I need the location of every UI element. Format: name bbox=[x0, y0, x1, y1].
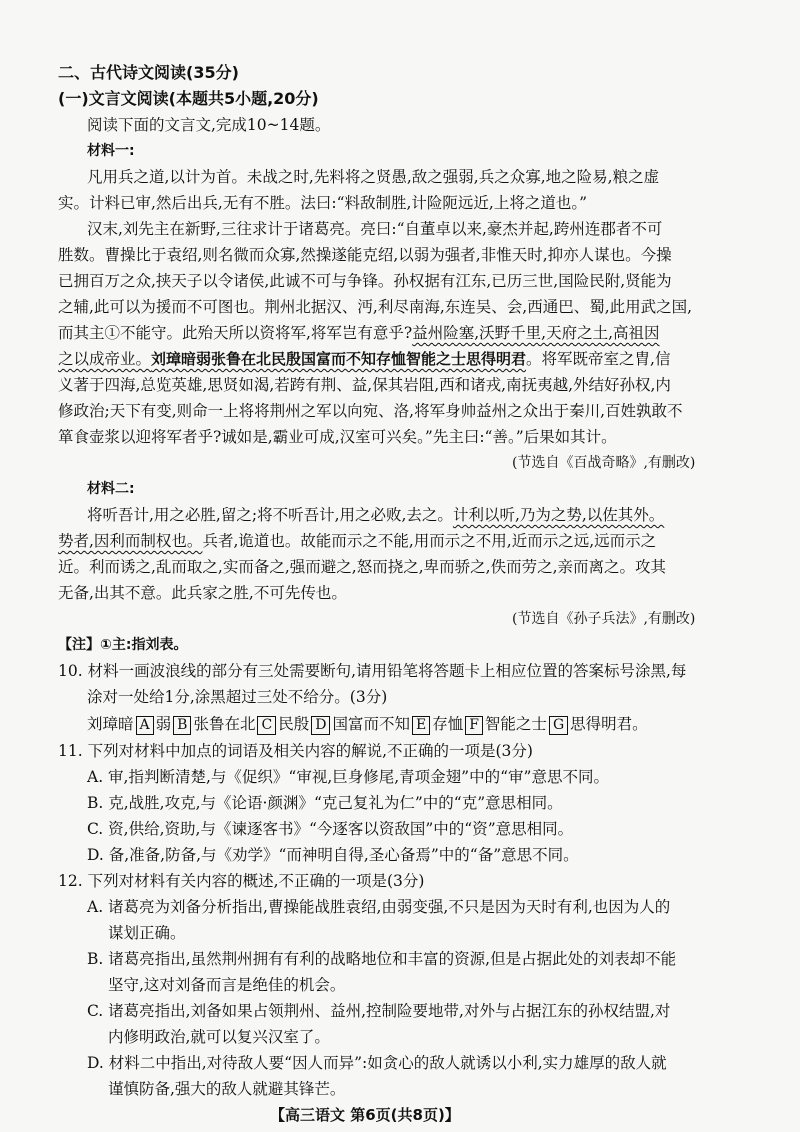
underlined-text: 计利以听,乃为之势,以佐其外。 bbox=[452, 506, 665, 524]
segment-text: 民殷 bbox=[278, 715, 310, 733]
question-12-option: C. 诸葛亮指出,刘备如果占领荆州、益州,控制险要地带,对外与占据江东的孙权结盟,对 bbox=[87, 1002, 671, 1020]
material2-line: 无备,出其不意。此兵家之胜,不可先传也。 bbox=[58, 584, 347, 602]
underlined-text: 之以成帝业。 bbox=[58, 350, 152, 368]
material1-line: 箪食壶浆以迎将军者乎?诚如是,霸业可成,汉室可兴矣。”先主曰:“善。”后果如其计。 bbox=[58, 428, 617, 446]
material1-line: 之辅,此可以为援而不可图也。荆州北据汉、沔,利尽南海,东连吴、会,西通巴、蜀,此用武之国, bbox=[58, 298, 693, 316]
instruction: 阅读下面的文言文,完成10~14题。 bbox=[87, 116, 331, 134]
option-box-d[interactable]: D bbox=[311, 716, 330, 735]
option-box-g[interactable]: G bbox=[549, 716, 568, 735]
material1-line: 义著于四海,总览英雄,思贤如渴,若跨有荆、益,保其岩阻,西和诸戎,南抚夷越,外结好孙权,内 bbox=[58, 376, 671, 394]
material2-line bbox=[87, 504, 664, 526]
material1-source: (节选自《百战奇略》,有删改) bbox=[512, 455, 696, 471]
material1-line bbox=[58, 348, 670, 370]
material2-label: 材料二: bbox=[87, 481, 135, 497]
question-11-stem: 11. 下列对材料中加点的词语及相关内容的解说,不正确的一项是(3分) bbox=[58, 742, 533, 760]
material1-line: 凡用兵之道,以计为首。未战之时,先料将之贤愚,敌之强弱,兵之众寡,地之险易,粮之虚 bbox=[87, 168, 660, 186]
option-box-a[interactable]: A bbox=[136, 716, 154, 735]
material1-label: 材料一: bbox=[87, 143, 135, 159]
question-11-option: B. 克,战胜,攻克,与《论语·颜渊》“克己复礼为仁”中的“克”意思相同。 bbox=[87, 794, 563, 812]
underlined-text: 势者,因利而制权也。 bbox=[58, 532, 203, 550]
section-title: 二、古代诗文阅读(35分) bbox=[58, 63, 239, 82]
segment-text: 刘璋暗 bbox=[87, 715, 134, 733]
option-box-c[interactable]: C bbox=[257, 716, 276, 735]
question-12-option-cont: 谋划正确。 bbox=[108, 924, 186, 942]
question-12-option: D. 材料二中指出,对待敌人要“因人而异”:如贪心的敌人就诱以小利,实力雄厚的敌人就 bbox=[87, 1054, 667, 1072]
material1-line: 修政治;天下有变,则命一上将将荆州之军以向宛、洛,将军身帅益州之众出于秦川,百姓孰敢不 bbox=[58, 402, 683, 420]
question-11-option: C. 资,供给,资助,与《谏逐客书》“今逐客以资敌国”中的“资”意思相同。 bbox=[87, 820, 574, 838]
material2-text: 兵者,诡道也。故能而示之不能,用而示之不用,近而示之远,远而示之 bbox=[202, 532, 657, 550]
page-footer: 【高三语文 第6页(共8页)】 bbox=[270, 1106, 460, 1124]
material1-line: 汉末,刘先主在新野,三往求计于诸葛亮。亮曰:“自董卓以来,豪杰并起,跨州连郡者不可 bbox=[87, 220, 663, 238]
option-box-b[interactable]: B bbox=[173, 716, 191, 735]
question-11-option: D. 备,准备,防备,与《劝学》“而神明自得,圣心备焉”中的“备”意思不同。 bbox=[87, 846, 579, 864]
segment-text: 张鲁在北 bbox=[193, 715, 256, 733]
question-12-option: B. 诸葛亮指出,虽然荆州拥有有利的战略地位和丰富的资源,但是占据此处的刘表却不能 bbox=[87, 950, 677, 968]
segment-text: 弱 bbox=[155, 715, 172, 733]
material1-text: 而其主①不能守。此殆天所以资将军,将军岂有意乎? bbox=[58, 324, 413, 342]
material1-line bbox=[58, 322, 660, 344]
underlined-text: 益州险塞,沃野千里,天府之土,高祖因 bbox=[412, 324, 660, 342]
question-12-option-cont: 坚守,这对刘备而言是绝佳的机会。 bbox=[108, 976, 346, 994]
segment-text: 智能之士 bbox=[484, 715, 547, 733]
wavy-underlined-passage: 刘璋暗弱张鲁在北民殷国富而不知存恤智能之士思得明君 bbox=[151, 350, 527, 368]
material2-text: 将听吾计,用之必胜,留之;将不听吾计,用之必败,去之。 bbox=[87, 506, 453, 524]
annotation-note: 【注】①主:指刘表。 bbox=[58, 637, 188, 653]
segment-text: 思得明君。 bbox=[570, 715, 648, 733]
section-subtitle: (一)文言文阅读(本题共5小题,20分) bbox=[58, 89, 319, 108]
material2-line: 近。利而诱之,乱而取之,实而备之,强而避之,怒而挠之,卑而骄之,佚而劳之,亲而离之。攻其 bbox=[58, 558, 666, 576]
material1-line: 已拥百万之众,挟天子以令诸侯,此诚不可与争锋。孙权据有江东,已历三世,国险民附,贤能为 bbox=[58, 272, 672, 290]
material1-text: 。将军既帝室之胄,信 bbox=[526, 350, 671, 368]
question-10-stem: 涂对一处给1分,涂黑超过三处不给分。(3分) bbox=[87, 688, 388, 706]
question-12-option-cont: 内修明政治,就可以复兴汉室了。 bbox=[108, 1028, 330, 1046]
question-11-option: A. 审,指判断清楚,与《促织》“审视,巨身修尾,青项金翅”中的“审”意思不同。 bbox=[87, 768, 609, 786]
segment-text: 存恤 bbox=[432, 715, 464, 733]
option-box-e[interactable]: E bbox=[412, 716, 430, 735]
question-12-option: A. 诸葛亮为刘备分析指出,曹操能战胜袁绍,由弱变强,不只是因为天时有利,也因为人的 bbox=[87, 898, 671, 916]
material2-source: (节选自《孙子兵法》,有删改) bbox=[512, 611, 696, 627]
question-10-segments bbox=[87, 713, 648, 735]
option-box-f[interactable]: F bbox=[465, 716, 483, 735]
material1-line: 胜数。曹操比于袁绍,则名微而众寡,然操遂能克绍,以弱为强者,非惟天时,抑亦人谋也。今操 bbox=[58, 246, 672, 264]
segment-text: 国富而不知 bbox=[332, 715, 410, 733]
question-12-option-cont: 谨慎防备,强大的敌人就避其锋芒。 bbox=[108, 1080, 346, 1098]
material1-line: 实。计料已审,然后出兵,无有不胜。法曰:“料敌制胜,计险阨远近,上将之道也。” bbox=[58, 194, 588, 212]
question-12-stem: 12. 下列对材料有关内容的概述,不正确的一项是(3分) bbox=[58, 872, 425, 890]
question-10-stem: 10. 材料一画波浪线的部分有三处需要断句,请用铅笔将答题卡上相应位置的答案标号涂黑,每 bbox=[58, 662, 687, 680]
material2-line bbox=[58, 530, 656, 552]
